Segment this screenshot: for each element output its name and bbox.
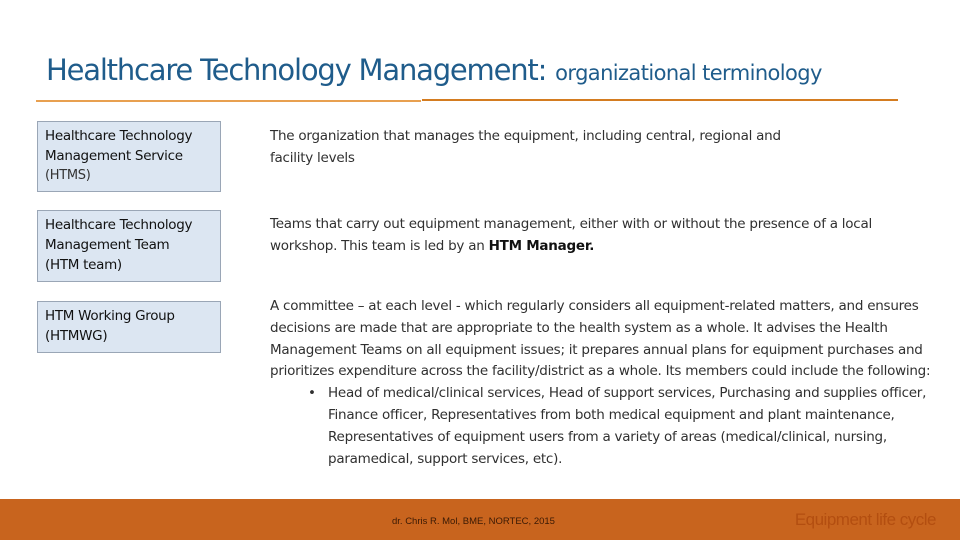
footer-brand: Equipment life cycle: [794, 510, 936, 529]
footer-bar: [0, 499, 960, 540]
term-box-htmwg: [37, 301, 221, 353]
term-line: Management Service: [45, 148, 183, 164]
bullet-item: [270, 383, 935, 470]
title-underline-right: [422, 99, 898, 101]
description-text: A committee – at each level - which regularly considers all equipment-related matters, and ensures decisions are made that are appropriate to the health system as a whole. It advises the Health Management Teams on all equipment issues; it prepares annual plans for equipment purchases and prioritizes expenditure across the facility/district as a whole. Its members could include the following:: [270, 298, 931, 380]
bullet-icon: •: [308, 385, 316, 402]
title-underline-left: [36, 100, 421, 102]
term-box-htm-team: [37, 210, 221, 282]
term-line: Management Team: [45, 237, 170, 253]
slide-title: [46, 50, 822, 88]
description-htm-team: [270, 214, 920, 258]
term-line: Healthcare Technology: [45, 128, 193, 144]
bullet-text: Head of medical/clinical services, Head of support services, Purchasing and supplies officer, Finance officer, Representatives from both medical equipment and plant maintenance, Representatives of equipment users from a variety of areas (medical/clinical, nursing, paramedical, support services, etc).: [328, 385, 927, 467]
title-main: Healthcare Technology Management:: [46, 53, 547, 87]
term-line: Healthcare Technology: [45, 217, 193, 233]
term-line: HTM Working Group: [45, 308, 175, 324]
term-line: (HTMWG): [45, 328, 108, 344]
term-acronym: (HTMS): [45, 168, 91, 183]
footer-credit: dr. Chris R. Mol, BME, NORTEC, 2015: [392, 516, 555, 527]
term-box-htms: [37, 121, 221, 192]
title-subtitle: organizational terminology: [555, 61, 822, 85]
description-htmwg: [270, 296, 935, 470]
htm-manager-emphasis: HTM Manager.: [488, 237, 595, 254]
term-line: (HTM team): [45, 257, 122, 273]
description-htms: The organization that manages the equipment, including central, regional and facility levels: [270, 128, 781, 166]
description-text: Teams that carry out equipment management, either with or without the presence of a local workshop. This team is led by an: [270, 216, 873, 254]
